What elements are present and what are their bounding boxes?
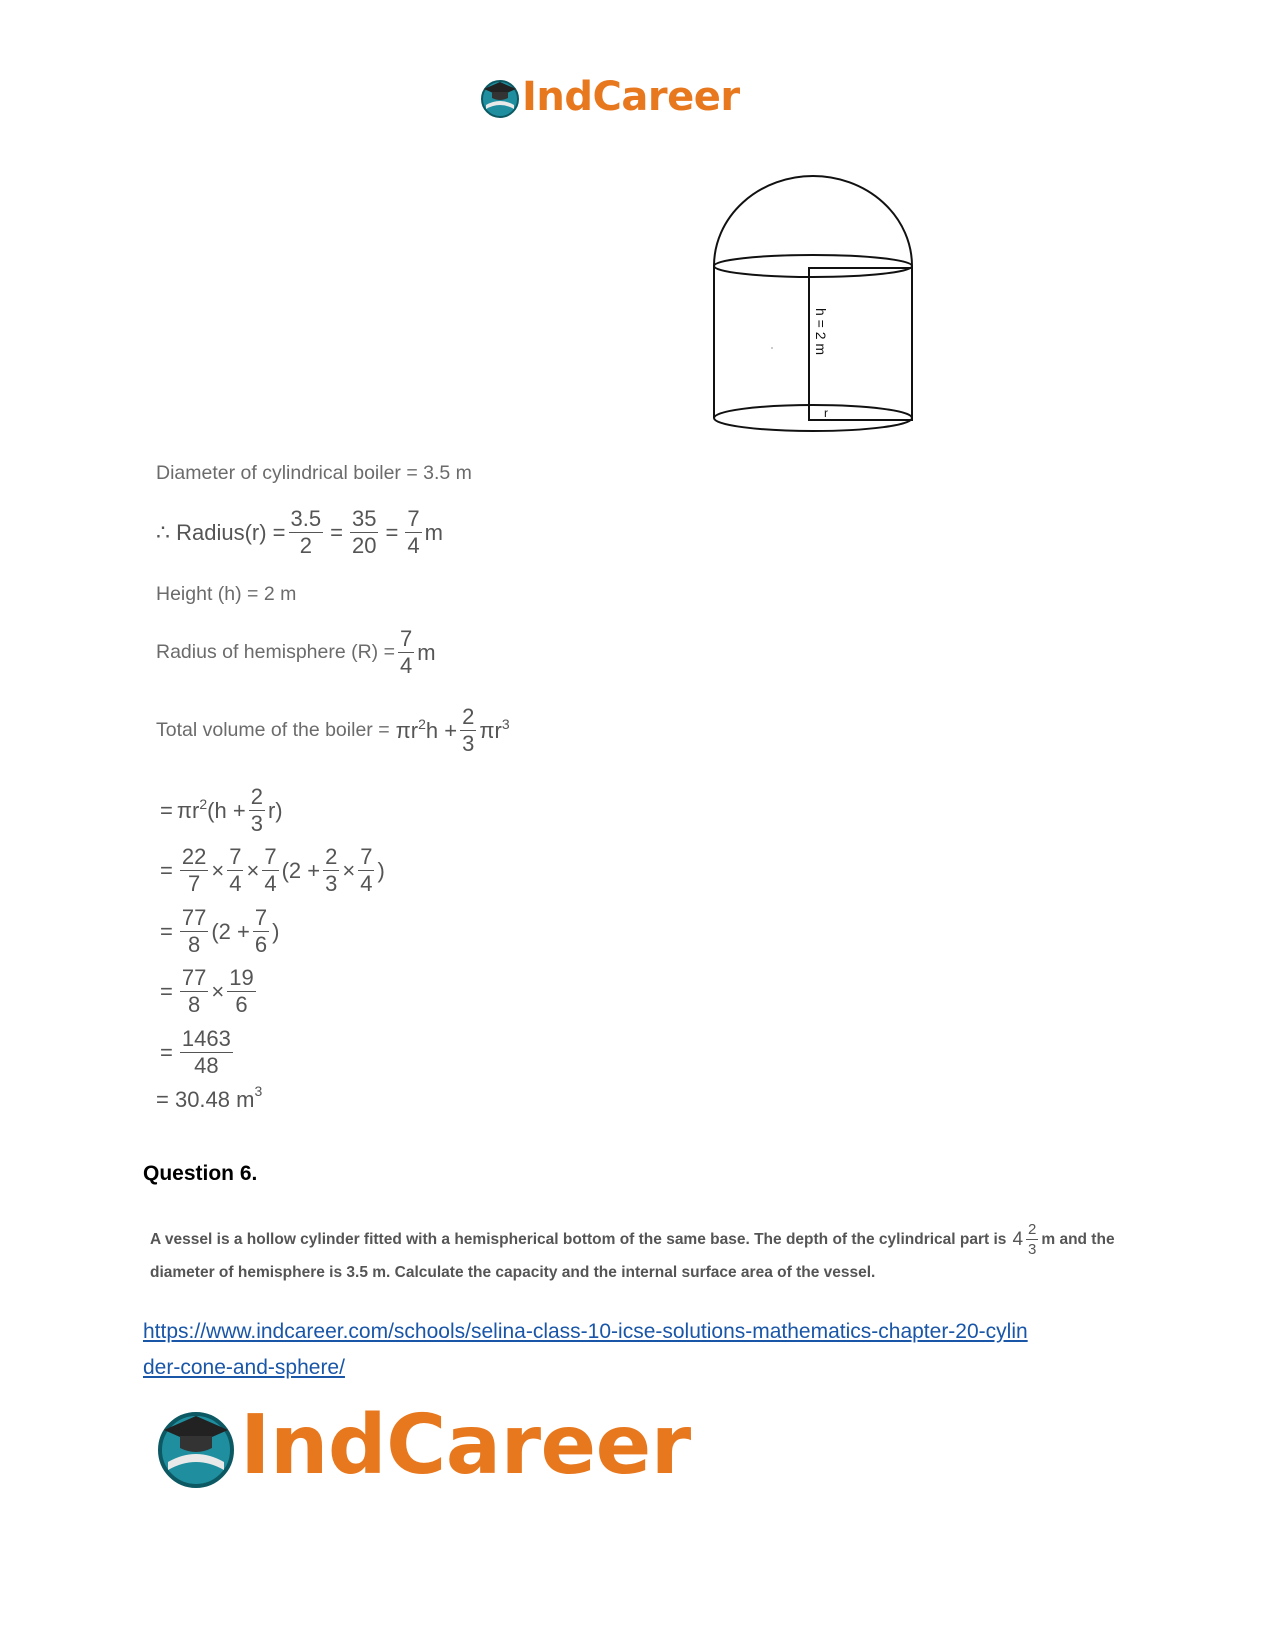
hemisphere-radius-line: Radius of hemisphere (R) = $\frac{7}{4}$ m bbox=[156, 626, 436, 678]
step-1: = $\pi r^2(h$ + $\frac{2}{3}$ r) bbox=[160, 784, 283, 836]
globe-graduation-icon bbox=[152, 1402, 240, 1490]
radius-label: r bbox=[824, 406, 828, 420]
height-line: Height (h) = 2 m bbox=[156, 583, 297, 605]
cylinder-bottom-ellipse bbox=[714, 405, 912, 431]
question-text: A vessel is a hollow cylinder fitted with a hemispherical bottom of the same base. The depth of the cylindrical part is 4 $\frac{2}{3}$ m and the diameter of hemisphere is 3.5 m. Calculate the capacity and the internal surface area of the vessel. bbox=[150, 1221, 1115, 1281]
step-3: = $\frac{77}{8}$ (2 + $\frac{7}{6}$ ) bbox=[160, 905, 280, 957]
radius-fraction-1: $\frac{3.5}{2}$ bbox=[290, 506, 322, 558]
globe-graduation-icon bbox=[478, 75, 522, 119]
radius-line: ∴ Radius(r) = $\frac{3.5}{2}$ = $\frac{35}{20}$ = $\frac{7}{4}$ m bbox=[156, 506, 443, 558]
step-5: = $\frac{1463}{48}$ bbox=[160, 1026, 231, 1078]
footer-logo bbox=[152, 1398, 691, 1493]
radius-fraction-2: $\frac{35}{20}$ bbox=[351, 506, 377, 558]
step-2: = $\frac{22}{7}$ × $\frac{7}{4}$ × $\frac{7}{4}$ (2 + $\frac{2}{3}$ × $\frac{7}{4}$ ) bbox=[160, 844, 385, 896]
hemisphere-radius-fraction: $\frac{7}{4}$ bbox=[399, 626, 413, 678]
boiler-diagram bbox=[700, 170, 930, 445]
height-label: h = 2 m bbox=[813, 308, 829, 356]
cylinder-top-ellipse bbox=[714, 255, 912, 277]
footer-logo-text: IndCareer bbox=[240, 1398, 691, 1493]
step-4: = $\frac{77}{8}$ × $\frac{19}{6}$ bbox=[160, 965, 254, 1017]
chapter-link[interactable]: https://www.indcareer.com/schools/selina-class-10-icse-solutions-mathematics-chapter-20-cylin der-cone-and-sphere/ bbox=[143, 1320, 1028, 1379]
question-title: Question 6. bbox=[143, 1162, 258, 1185]
header-logo bbox=[478, 74, 740, 120]
header-logo-text: IndCareer bbox=[522, 74, 740, 120]
step-6: = 30.48 m 3 bbox=[156, 1083, 263, 1112]
diameter-line: Diameter of cylindrical boiler = 3.5 m bbox=[156, 462, 472, 484]
total-volume-line: Total volume of the boiler = $\pi r^2h$ + $\frac{2}{3}$ $\pi r^3$ bbox=[156, 704, 510, 756]
radius-fraction-3: $\frac{7}{4}$ bbox=[407, 506, 420, 558]
